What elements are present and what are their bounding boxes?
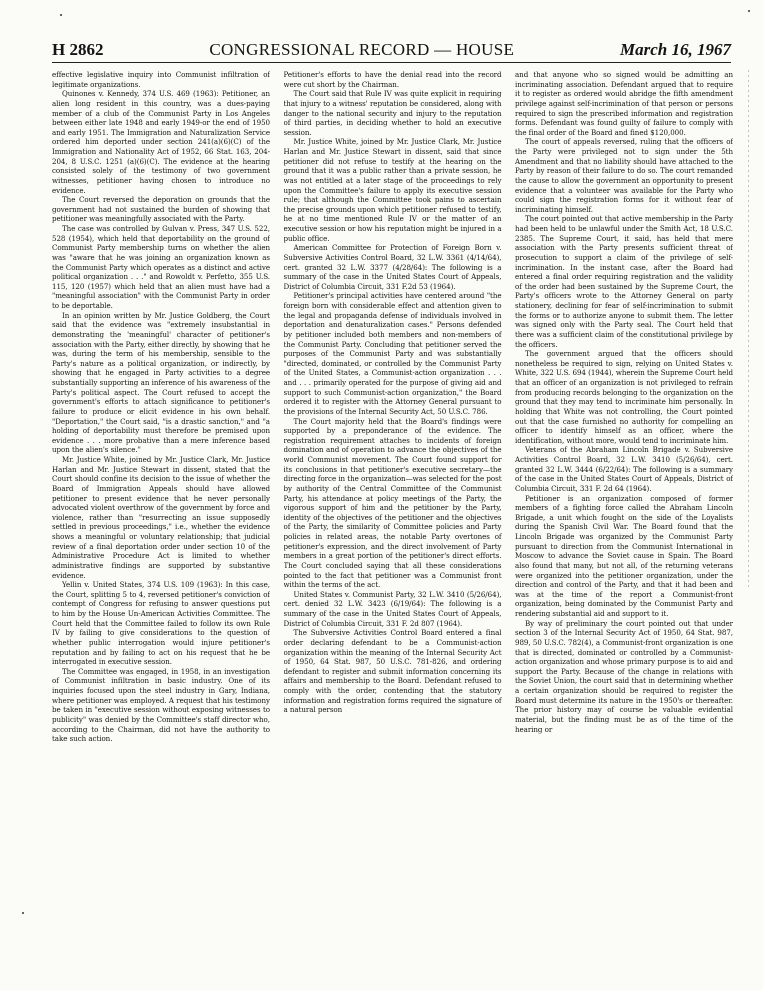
scan-speck (22, 912, 24, 914)
scan-speck (60, 14, 62, 16)
paragraph: The Court reversed the deporation on grounds that the government had not sustained the burden of showing that petitioner was meaningfully associated with the Party. (52, 195, 270, 224)
paragraph: In an opinion written by Mr. Justice Goldberg, the Court said that the evidence was "extremely insubstantial in demonstrating the 'meaningful' character of petitioner's association with the Party, either directly, by showing that he was, during the term of his membership, sensible to the Party's nature as a political organization, or indirectly, by showing that he engaged in Party activities to a degree substantially supporting an inference of his awareness of the Party's political aspect. The Court refused to accept the government's efforts to attach significance to petitioner's failure to produce or elicit evidence in his own behalf. "Deportation," the Court said, "is a drastic sanction," and "a holding of deportability must therefore be premised upon evidence . . . more probative than a mere inference based upon the alien's silence." (52, 310, 270, 455)
paragraph: United States v. Communist Party, 32 L.W. 3410 (5/26/64), cert. denied 32 L.W. 3423 (6/19/64): The following is a summary of the case in the United States Court of Appeals, District of Columbia Circuit, 331 F. 2d 807 (1964). (283, 589, 502, 628)
page-number: H 2862 (52, 40, 104, 59)
paragraph: The Court said that Rule IV was quite explicit in requiring that injury to a witness' reputation be considered, along with danger to the national security and injury to the reputation of third parties, in deciding whether to hold an executive session. (283, 89, 502, 137)
paragraph: Yellin v. United States, 374 U.S. 109 (1963): In this case, the Court, splitting 5 to 4, reversed petitioner's conviction of contempt of Congress for refusing to answer questions put to him by the House Un-American Activities Committee. The Court held that the Committee failed to follow its own Rule IV by failing to give considerations to the question of whether public interrogation would injure petitioner's reputation and by failing to act on his request that he be interrogated in executive session. (52, 580, 270, 667)
paragraph: Petitioner's efforts to have the denial read into the record were cut short by the Chairman. (283, 70, 502, 89)
paragraph: Mr. Justice White, joined by Mr. Justice Clark, Mr. Justice Harlan and Mr. Justice Stewart in dissent, said that since petitioner did not refuse to testify at the hearing on the ground that it was a public rather than a private session, he was not entitled at a later stage of the proceedings to rely upon the Committee's failure to apply its executive session rule; that although the Committee took pains to ascertain the precise grounds upon which petitioner refused to testify, he at no time mentioned Rule IV or the matter of an executive session or how his reputation might be injured in a public office. (283, 137, 502, 243)
paragraph: The case was controlled by Gulvan v. Press, 347 U.S. 522, 528 (1954), which held that deportability on the ground of Communist Party membership turns on whether the alien was "aware that he was joining an organization known as the Communist Party which operates as a distinct and active political organization . . ." and Rowoldt v. Perfetto, 355 U.S. 115, 120 (1957) which held that an alien must have had a "meaningful association" with the Communist Party in order to be deportable. (52, 224, 270, 310)
paragraph: Petitioner is an organization composed of former members of a fighting force called the Abraham Lincoln Brigade, a unit which fought on the side of the Loyalists during the Spanish Civil War. The Board found that the Lincoln Brigade was organized by the Communist Party pursuant to direction from the Communist International in Moscow to advance the Soviet cause in Spain. The Board also found that many, but not all, of the returning veterans were organized into the petitioner organization, under the direction and control of the Party, and that it had been and was at the time of the report a Communist-front organization, being dominated by the Communist Party and rendering substantial aid and support to it. (515, 493, 733, 618)
paragraph: Quinones v. Kennedy, 374 U.S. 469 (1963): Petitioner, an alien long resident in this country, was a dues-paying member of a club of the Communist Party in Los Angeles between either late 1948 and early 1949-or the end of 1950 and early 1951. The Immigration and Naturalization Service ordered him deported under section 241(a)(6)(C) of the Immigration and Nationality Act of 1952, 66 Stat. 163, 204-204, 8 U.S.C. 1251 (a)(6)(C). The evidence at the hearing consisted solely of the testimony of two government witnesses, petitioner having chosen to introduce no evidence. (52, 89, 270, 195)
publication-title: CONGRESSIONAL RECORD — HOUSE (209, 40, 515, 59)
column-left (52, 70, 270, 975)
paragraph: By way of preliminary the court pointed out that under section 3 of the Internal Security Act of 1950, 64 Stat. 987, 989, 50 U.S.C. 782(4), a Communist-front organization is one that is directed, dominated or controlled by a Communist-action organization and whose primary purpose is to aid and support the Party. Because of the change in relations with the Soviet Union, the court said that in determining whether a certain organization should be required to register the Board must determine its nature in the 1950's or thereafter. The prior history may of course be valuable evidential material, but the finding must be as of the time of the hearing or (515, 618, 733, 734)
paragraph: The government argued that the officers should nonetheless be required to sign, relying on United States v. White, 322 U.S. 694 (1944), wherein the Supreme Court held that an officer of an organization is not privileged to refrain from producing records belonging to the organization on the ground that they may tend to incriminate him personally. In holding that White was not controlling, the Court pointed out that the case furnished no authority for compelling an officer to identify himself as an officer, where the identification, without more, would tend to incriminate him. (515, 349, 733, 445)
paragraph: The Committee was engaged, in 1958, in an investigation of Communist infiltration in basic industry. One of its inquiries focused upon the steel industry in Gary, Indiana, where petitioner was employed. A request that his testimony be taken in "executive session without exposing witnesses to publicity" was denied by the Committee's staff director who, according to the Chairman, did not have the authority to take such action. (52, 666, 270, 744)
scan-margin-artifact (748, 70, 749, 590)
paragraph: and that anyone who so signed would be admitting an incriminating association. Defendant argued that to require it to register as ordered would abridge the fifth amendment privilege against self-incrimination of that person or persons required to sign the prescribed information and registration forms. Defendant was found guilty of failure to comply with the final order of the Board and fined $120,000. (515, 70, 733, 137)
paragraph: The Court majority held that the Board's findings were supported by a preponderance of the evidence. The registration requirement attaches to incidents of foreign domination and of operation to advance the objectives of the world Communist movement. The Court found support for its conclusions in that petitioner's executive secretary—the directing force in the organization—was selected for the post by authority of the Central Committee of the Communist Party, his attendance at policy meetings of the Party, the vigorous support of him and the petitioner by the Party, identity of the objectives of the petitioner and the objectives of the Party, the similarity of Committee policies and Party policies in related areas, the notable Party overtones of petitioner's expression, and the direct involvement of Party members in a great portion of the petitioner's direct efforts. The Court concluded saying that all these considerations pointed to the fact that petitioner was a Communist front within the terms of the act. (283, 416, 502, 590)
paragraph: American Committee for Protection of Foreign Born v. Subversive Activities Control Board, 32 L.W. 3361 (4/14/64), cert. granted 32 L.W. 3377 (4/28/64): The following is a summary of the case in the United States Court of Appeals, District of Columbia Circuit, 331 F.2d 53 (1964). (283, 243, 502, 291)
paragraph: Mr. Justice White, joined by Mr. Justice Clark, Mr. Justice Harlan and Mr. Justice Stewart in dissent, stated that the Court should confine its decision to the issue of whether the Board of Immigration Appeals should have allowed petitioner to present evidence that he never personally advocated violent overthrow of the government by force and violence, rather than "resurrecting an issue supposedly settled in previous proceedings," i.e., whether the evidence shows a meaningful or voluntary relationship; that judicial review of a final deportation order under section 10 of the Administrative Procedure Act is limited to whether administrative findings are supported by substantive evidence. (52, 455, 270, 580)
paragraph: The Subversive Activities Control Board entered a final order declaring defendant to be a Communist-action organization within the meaning of the Internal Security Act of 1950, 64 Stat. 987, 50 U.S.C. 781-826, and ordering defendant to register and submit information concerning its affairs and membership to the Board. Defendant refused to comply with the order, contending that the statutory information and registration forms required the signature of a natural person (283, 628, 502, 715)
paragraph: effective legislative inquiry into Communist infiltration of legitimate organizations. (52, 70, 270, 89)
issue-date: March 16, 1967 (620, 40, 731, 59)
column-right (515, 70, 733, 975)
scan-speck (748, 10, 750, 12)
paragraph: Petitioner's principal activities have centered around "the foreign born with considerable effect and attention given to the legal and propaganda defense of individuals involved in deportation and denaturalization cases." Persons defended by petitioner included both members and non-members of the Communist Party. Concluding that petitioner served the purposes of the Communist Party and was substantially "directed, dominated, or controlled by the Communist Party of the United States, a Communist-action organization . . . and . . . primarily operated for the purpose of giving aid and support to such Communist-action organization," the Board ordered it to register with the Attorney General pursuant to the provisions of the Internal Security Act, 50 U.S.C. 786. (283, 291, 502, 416)
text-columns (52, 70, 733, 975)
paragraph: The court pointed out that active membership in the Party had been held to be unlawful under the Smith Act, 18 U.S.C. 2385. The Supreme Court, it said, has held that mere association with the Party presents sufficient threat of prosecution to support a claim of the privilege of self-incrimination. In the instant case, after the Board had entered a final order requiring registration and the validity of the order had been sustained by the Supreme Court, the Party's officers wrote to the Attorney General on party stationery, declining for fear of self-incrimination to submit the forms or to authorize anyone to submit them. The letter was signed only with the Party seal. The Court held that there was a sufficient claim of the constitutional privilege by the officers. (515, 214, 733, 349)
paragraph: The court of appeals reversed, ruling that the officers of the Party were privileged not to sign under the 5th Amendment and that no liability should have attached to the Party by reason of their failure to do so. The court remanded the cause to allow the government an opportunity to present evidence that a volunteer was available for the Party who could sign the registration forms for it without fear of incriminating himself. (515, 137, 733, 214)
column-middle (284, 70, 502, 975)
page-header (52, 40, 731, 63)
paragraph: Veterans of the Abraham Lincoln Brigade v. Subversive Activities Control Board, 32 L.W. 3410 (5/26/64), cert. granted 32 L.W. 3444 (6/22/64): The following is a summary of the case in the United States Court of Appeals, District of Columbia Circuit, 331 F. 2d 64 (1964). (515, 445, 733, 493)
